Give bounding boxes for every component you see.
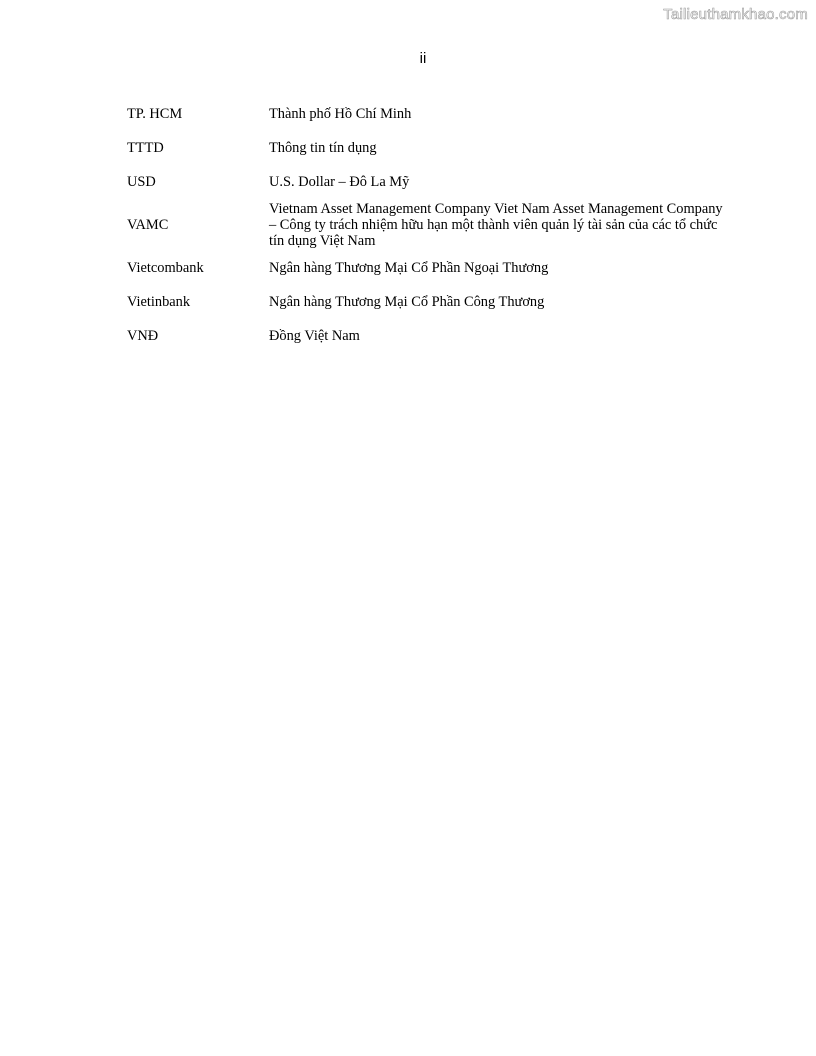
abbreviation-definition: Ngân hàng Thương Mại Cổ Phần Ngoại Thương [269, 260, 549, 276]
page-number: ii [419, 50, 427, 67]
abbreviation-term: Vietinbank [127, 294, 191, 310]
abbreviation-row [127, 251, 727, 285]
abbreviation-term: Vietcombank [127, 260, 204, 276]
abbreviation-term: TP. HCM [127, 106, 183, 122]
abbreviation-term: USD [127, 174, 156, 190]
abbreviation-row [127, 285, 727, 319]
abbreviation-definition: Ngân hàng Thương Mại Cổ Phần Công Thương [269, 294, 545, 310]
watermark-logo: Tailieuthamkhao.com [663, 6, 808, 23]
abbreviation-term: VAMC [127, 217, 169, 233]
abbreviation-row [127, 97, 727, 131]
abbreviation-list [127, 97, 727, 353]
abbreviation-row [127, 131, 727, 165]
abbreviation-term: TTTD [127, 140, 164, 156]
abbreviation-row [127, 165, 727, 199]
abbreviation-row [127, 199, 727, 251]
abbreviation-definition: Đồng Việt Nam [269, 328, 360, 344]
abbreviation-definition: Vietnam Asset Management Company Viet Nam Asset Management Company – Công ty trách nhiệm hữu hạn một thành viên quản lý tài sản của các tổ chức tín dụng Việt Nam [269, 201, 723, 249]
abbreviation-definition: Thành phố Hồ Chí Minh [269, 106, 412, 122]
abbreviation-term: VNĐ [127, 328, 159, 344]
abbreviation-definition: Thông tin tín dụng [269, 140, 377, 156]
abbreviation-row [127, 319, 727, 353]
abbreviation-definition: U.S. Dollar – Đô La Mỹ [269, 174, 410, 190]
